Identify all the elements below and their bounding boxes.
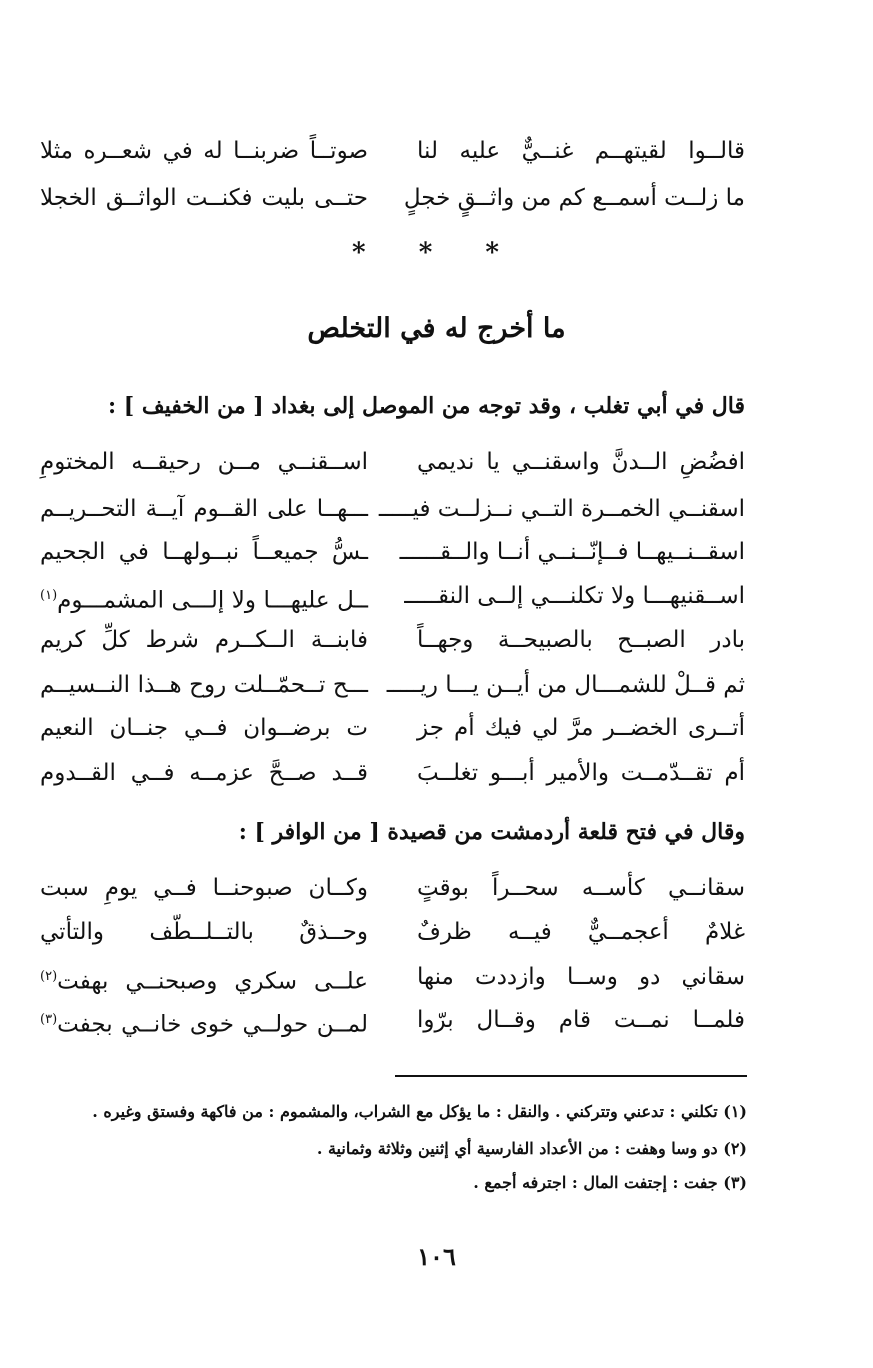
verse-first-hemistich: ثم قــلْ للشمـــال من أيــن يـــا ريـــــ (386, 672, 745, 698)
verse-line (40, 576, 745, 616)
footnote-marker: (٣) (40, 1012, 58, 1027)
intro-paragraph: قال في أبي تغلب ، وقد توجه من الموصل إلى بغداد [ من الخفيف ] : (108, 393, 745, 419)
footnote: (١) تكلني : تدعني وتتركني . والنقل : ما يؤكل مع الشراب، والمشموم : من فاكهة وفستق وغيره . (92, 1102, 747, 1121)
verse-second-hemistich: اســقنــي مــن رحيقــه المختومِ (40, 449, 368, 475)
verse-second-hemistich: فابنــة الــكــرم شرط كلِّ كريم (40, 627, 368, 653)
verse-first-hemistich: افضُضِ الــدنَّ واسقنــي يا نديمي (417, 449, 745, 475)
verse-line (40, 957, 745, 997)
section-separator: * * * (352, 238, 521, 268)
verse-second-hemistich: ـــهــا على القــوم آيــة التحــريــم (40, 496, 368, 522)
verse-first-hemistich: اسقــنــيهــا فــإنّــنــي أنــا والــقــــــ (399, 539, 745, 565)
verse-line (40, 665, 745, 705)
verse-line (40, 178, 745, 218)
verse-first-hemistich: ما زلــت أسمــع كم من واثــقٍ خجلٍ (403, 185, 745, 211)
verse-line (40, 442, 745, 482)
verse-line (40, 708, 745, 748)
verse-line (40, 868, 745, 908)
footnote-marker: (١) (40, 588, 58, 603)
verse-second-hemistich: قــد صــحَّ عزمــه فــي القــدوم (40, 760, 368, 786)
verse-text: علــى سكري وصبحنــي بهفت (57, 968, 368, 995)
verse-first-hemistich: اسقنــي الخمــرة التــي نــزلــت فيـــــ (378, 496, 745, 522)
verse-second-hemistich: ـسُّ جميعــاً نبــولهــا في الجحيم (40, 539, 368, 565)
verse-second-hemistich: صوتــاً ضربنــا له في شعــره مثلا (40, 138, 368, 164)
intro-paragraph: وقال في فتح قلعة أردمشت من قصيدة [ من الوافر ] : (238, 819, 745, 845)
verse-text: لمــن حولــي خوى خانــي بجفت (57, 1011, 368, 1038)
verse-first-hemistich: سقانــي كأســه سحــراً بوقتٍ (417, 875, 745, 901)
verse-second-hemistich: ت برضــوان فــي جنــان النعيم (40, 715, 368, 741)
verse-first-hemistich: سقاني دو وســا وازددت منها (417, 964, 745, 990)
verse-second-hemistich: وكــان صبوحنــا فــي يومِ سبت (40, 875, 368, 901)
verse-first-hemistich: فلمــا نمــت قام وقــال برّوا (417, 1007, 745, 1033)
footnote: (٣) جفت : إجتفت المال : اجترفه أجمع . (473, 1173, 747, 1192)
verse-second-hemistich: وحــذقٌ بالتــلــطّف والتأتي (40, 919, 368, 945)
verse-second-hemistich: حتــى بليت فكنــت الواثــق الخجلا (40, 185, 368, 211)
verse-first-hemistich: اســقنيهـــا ولا تكلنـــي إلــى النقـــــ (404, 583, 745, 609)
verse-line (40, 620, 745, 660)
verse-second-hemistich (40, 576, 368, 621)
verse-first-hemistich: قالــوا لقيتهــم غنــيٌّ عليه لنا (417, 138, 745, 164)
footnote-divider (395, 1075, 747, 1077)
verse-line (40, 489, 745, 529)
verse-line (40, 532, 745, 572)
verse-line (40, 131, 745, 171)
verse-line (40, 1000, 745, 1040)
verse-second-hemistich (40, 957, 368, 1002)
verse-second-hemistich (40, 1000, 368, 1045)
footnote-marker: (٢) (40, 969, 58, 984)
footnote: (٢) دو وسا وهفت : من الأعداد الفارسية أي إثنين وثلاثة وثمانية . (316, 1139, 747, 1158)
verse-text: ــل عليهـــا ولا إلـــى المشمـــوم (57, 587, 368, 614)
section-heading: ما أخرج له في التخلص (307, 313, 566, 344)
verse-first-hemistich: أم تقــدّمــت والأمير أبـــو تغلــبَ (417, 760, 745, 786)
verse-first-hemistich: غلامٌ أعجمــيٌّ فيــه ظرفٌ (417, 919, 745, 945)
verse-line (40, 753, 745, 793)
verse-first-hemistich: أتــرى الخضــر مرَّ لي فيك أم جز (417, 715, 745, 741)
verse-second-hemistich: ـــح تــحمّــلت روح هــذا النــسيــم (40, 672, 368, 698)
verse-first-hemistich: بادر الصبــح بالصبيحــة وجهــاً (417, 627, 745, 653)
page-number: ١٠٦ (417, 1242, 456, 1271)
verse-line (40, 912, 745, 952)
